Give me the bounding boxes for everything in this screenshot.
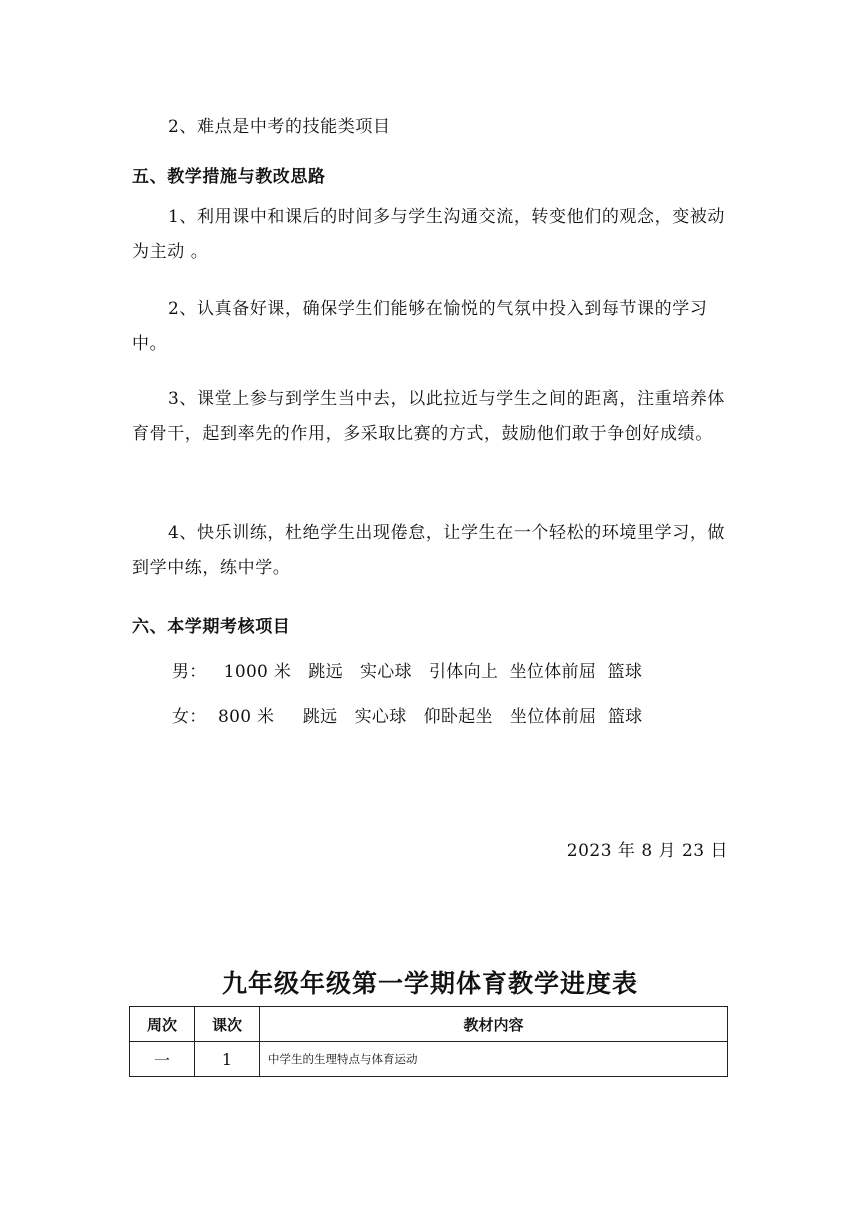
- table-row: [130, 1042, 728, 1077]
- exam-items-male: 男： 1000 米 跳远 实心球 引体向上 坐位体前屈 篮球: [172, 662, 643, 682]
- header-week: 周次: [130, 1007, 195, 1042]
- measure-item-3: 3、课堂上参与到学生当中去，以此拉近与学生之间的距离，注重培养体育骨干，起到率先的作用，多采取比赛的方式，鼓励他们敢于争创好成绩。: [132, 389, 726, 444]
- header-content: 教材内容: [260, 1007, 728, 1042]
- schedule-table: [129, 1006, 728, 1077]
- cell-week: 一: [130, 1042, 195, 1077]
- cell-content: 中学生的生理特点与体育运动: [260, 1042, 728, 1077]
- section-heading-exam-items: 六、本学期考核项目: [132, 617, 291, 637]
- header-lesson: 课次: [195, 1007, 260, 1042]
- schedule-header-row: [130, 1007, 728, 1042]
- schedule-title: 九年级年级第一学期体育教学进度表: [221, 969, 638, 998]
- measure-item-2: 2、认真备好课，确保学生们能够在愉悦的气氛中投入到每节课的学习中。: [132, 299, 708, 354]
- difficulty-item-2: 2、难点是中考的技能类项目: [168, 117, 391, 137]
- exam-items-female: 女： 800 米 跳远 实心球 仰卧起坐 坐位体前屈 篮球: [172, 707, 643, 727]
- measure-item-4: 4、快乐训练，杜绝学生出现倦怠，让学生在一个轻松的环境里学习，做到学中练，练中学。: [132, 523, 726, 578]
- section-heading-teaching-measures: 五、教学措施与教改思路: [132, 167, 326, 187]
- document-date: 2023 年 8 月 23 日: [566, 841, 728, 861]
- cell-lesson: 1: [195, 1042, 260, 1077]
- measure-item-1: 1、利用课中和课后的时间多与学生沟通交流，转变他们的观念，变被动为主动 。: [132, 207, 726, 262]
